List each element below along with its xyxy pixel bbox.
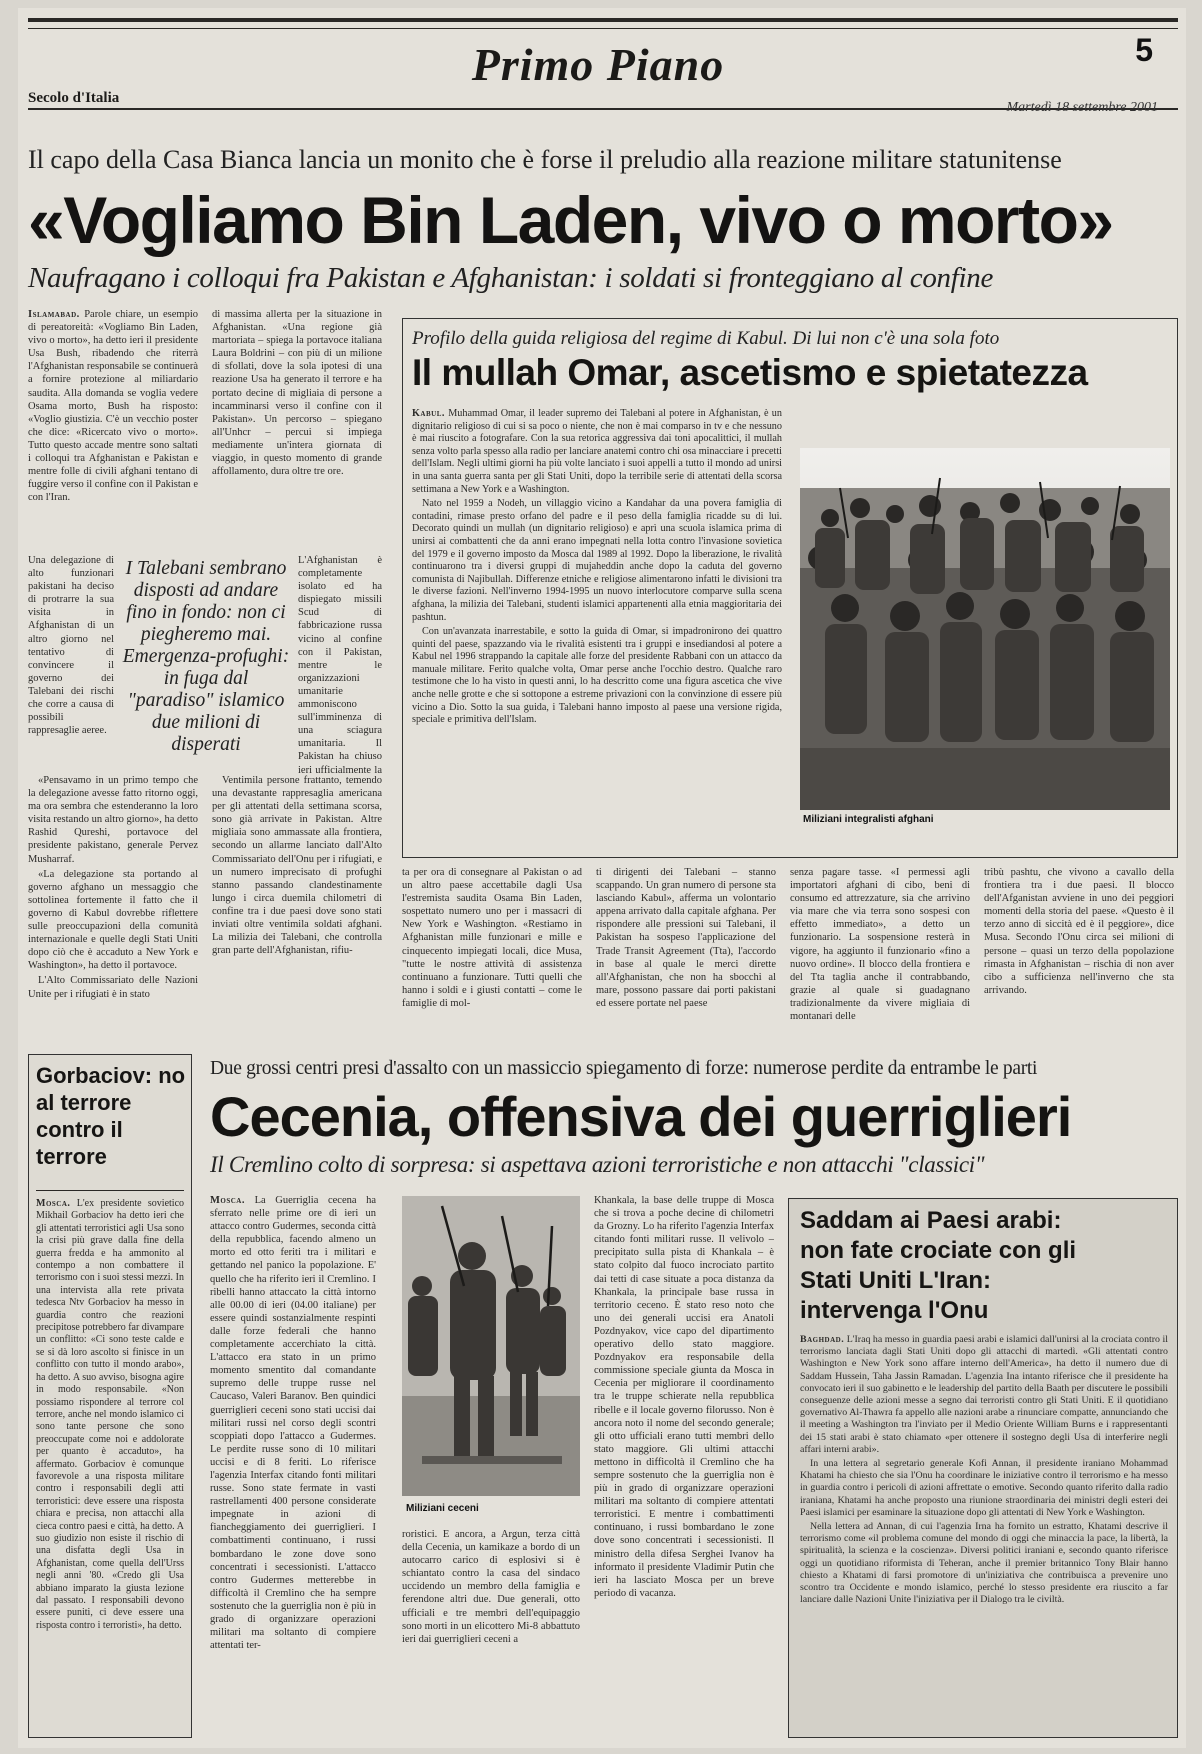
lead-column-1-narrow [28,554,114,774]
lead-headline: «Vogliamo Bin Laden, vivo o morto» [28,183,1113,257]
lead-bottom-col1: ta per ora di consegnare al Pakistan o ad un altro paese accettabile dagli Usa l'estremista saudita Osama Bin Laden, sospettato numero uno per i massacri di New York e Washington. «Restiamo in Afghanistan mille funzionari e mille e cinquecento impiegati locali, dice Musa, "tutte le nostre attività di assistenza continuano a funzionare. Tutti quelli che hanno i soldi e i giusti contatti – come le famiglie di mol- [402,867,582,1009]
chechen-militia-photo [402,1196,580,1496]
section-title: Primo Piano [471,39,725,90]
omar-p2: Nato nel 1959 a Nodeh, un villaggio vicino a Kandahar da una povera famiglia di contadini, rimase presto orfano del padre e il peso della famiglia ricadde su di lui. Decorato quindi un mullah (un dignitario religioso) e aprì una scuola islamica prima di unirsi ai combattenti che da anni erano impegnati nella lotta contro l'invasione sovietica del 1979 e il governo imposto da Mosca dal 1989 al 1992. Dopo la liberazione, le rivalità continuarono tra i diversi gruppi di mujaheddin anche dopo la caduta del governo comunista di Najibullah. Differenze etniche e religiose alimentarono infatti le divisioni tra le diverse fazioni. Nell'inverno 1994-1995 un nuovo interlocutore comparve sulla scena afghana, la milizia dei Talebani, studenti islamici appartenenti alla etnia maggioritaria dei pashtun. [412,498,782,623]
top-rule [28,18,1178,22]
lead-col1-p3: «Pensavamo in un primo tempo che la delegazione avesse fatto ritorno oggi, ma ora sembra che estenderanno la loro visita restando un altro giorno», ha detto Rashid Qureshi, portavoce del presidente pakistano, generale Pervez Musharraf. [28,775,198,865]
saddam-dateline: Baghdad. [800,1334,845,1345]
chechnya-dateline: Mosca. [210,1195,245,1206]
lead-kicker: Il capo della Casa Bianca lancia un monito che è forse il preludio alla reazione militare statunitense [28,145,1062,174]
chechen-militia-image [402,1196,580,1496]
afghan-militia-photo [800,448,1170,810]
top-rule-thin [28,28,1178,29]
chechnya-photo-caption: Miliziani ceceni [406,1503,479,1514]
omar-body [412,408,782,850]
saddam-p2: In una lettera al segretario generale Kofi Annan, il presidente iraniano Mohammad Khatami ha chiesto che sia l'Onu ha coordinare le iniziative contro il terrorismo e ha messo in guardia contro i pericoli di azioni affrettate o emotive. Secondo quanto riferito dalla radio iraniana, Khatami ha anche proposto una riunione straordinaria dei ministri degli esteri dei Paesi islamici per esaminare la situazione dopo gli attentati di New York e Washington. [800,1458,1168,1518]
lead-dateline: Islamabad. [28,309,80,320]
gorbachev-text: L'ex presidente sovietico Mikhail Gorbaciov ha detto ieri che gli attentati terroristici agli Usa sono la crisi più grave dalla fine della guerra fredda e ha ammonito al contempo a non combattere il terrorismo con i suoi stessi mezzi. In una intervista alla rete privata tedesca Ntv Gorbaciov ha messo in guardia contro che reazioni precipitose potrebbero far divampare un conflitto: «Ci sono teste calde e se si dà loro ascolto si finisce in un conflitto con tutto il mondo arabo», ha detto. A suo avviso, bisogna agire in modo responsabile. «Non possiamo rispondere al terrore col terrore, anche nel mondo islamico ci sono tante persone che sono preoccupate come noi e addolorate per quanto è accaduto», ha affermato. Gorbaciov è comunque favorevole a una risposta militare contro i responsabili degli atti terroristici: deve essere una risposta chiara e precisa, non attacchi alla cieca contro paesi e città, ha detto. A suo giudizio non esiste il rischio di una disfatta degli Usa in Afghanistan, come quella dell'Urss negli anni '80. «Credo gli Usa abbiano imparato la giusta lezione dal passato. I responsabili devono essere puniti, ci deve essere una risposta contro i terroristi», ha detto. [36,1198,184,1631]
page-number: 5 [1135,32,1153,68]
lead-subheadline: Naufragano i colloqui fra Pakistan e Afghanistan: i soldati si fronteggiano al confine [28,262,994,294]
lead-bottom-column-2 [596,866,776,1036]
newspaper-name: Secolo d'Italia [28,90,120,106]
lead-column-2-narrow [298,554,382,774]
chechnya-subheadline: Il Cremlino colto di sorpresa: si aspettava azioni terroristiche e non attacchi "classici" [210,1152,985,1177]
omar-dateline: Kabul. [412,408,445,419]
lead-col2-p2: L'Afghanistan è completamente isolato ed ha dispiegato missili Scud di fabbricazione russa vicino al confine con il Pakistan, mentre le organizzazioni umanitarie ammoniscono sull'imminenza di una sciagura umanitaria. Il Pakistan ha chiuso ieri ufficialmente la [298,555,382,774]
omar-p3: Con un'avanzata inarrestabile, e sotto la guida di Omar, si impadronirono dei quattro quinti del paese, spazzando via le rivalità esistenti tra i gruppi e insediandosi al potere a Kabul nel 1996 strappando la capitale alle forze del presidente Rabbani con un attacco da manuale militare. Ferito qualche volta, Omar perse anche l'occhio destro. Qualche raro testimone che lo ha visto in questi anni, lo ha descritto come una figura ascetica che vive anche nelle grotte e che si sottopone a estreme privazioni con la convinzione di essere più vicino a Dio. Sotto la sua guida, i Talebani hanno imposto al paese una versione rigida, speciale e primitiva dell'Islam. [412,626,782,726]
chechnya-col3: Khankala, la base delle truppe di Mosca che si trova a poche decine di chilometri da Grozny. Lo ha riferito l'agenzia Interfax citando fonti militari russe. Il velivolo – precipitato sulla pista di Khankala – è stato colpito dal fuoco incrociato partito dai tetti di case situate a poca distanza da Khankala, la principale base russa in territorio ceceno. È stato reso noto che uno dei generali uccisi era Anatoli Pozdnyakov, vice capo del dipartimento operativo dello stato maggiore. Pozdnyakov era responsabile della commissione speciale giunta da Mosca in Cecenia per migliorare il coordinamento tra le truppe schierate nella repubblica ribelle e il locale governo filorusso. Non è ancora noto il nome del secondo generale; gli otto ufficiali erano tutti membri dello stato maggiore. Gli ultimi attacchi mettono in difficoltà il Cremlino che ha sempre sostenuto che la guerriglia non è più in grado di organizzare operazioni militari ma soltanto di compiere attentati terroristici. E mentre i combattimenti continuano, i russi bombardano le zone dove sono concentrati i secessionisti. Il ministro della difesa Serghei Ivanov ha informato il presidente Vladimir Putin che ieri ha lasciato Mosca per un breve periodo di vacanza. [594,1195,774,1599]
gorbachev-headline: Gorbaciov: no al terrore contro il terrore [36,1063,186,1169]
lead-bottom-col3: senza pagare tasse. «I permessi agli importatori afghani di cibo, beni di consumo ed attrezzature, sia che arrivino via mare che via terra sono sospesi con effetto immediato», a detto un funzionario. La sospensione resterà in vigore, ha aggiunto il funzionario «fino a nuovo ordine». Il blocco della frontiera e del Tta taglia anche il contrabbando, grazie al quale si guadagnano tradizionalmente da vivere migliaia di montanari delle [790,867,970,1023]
lead-col1-p1: Parole chiare, un esempio di pereatoreità: «Vogliamo Bin Laden, vivo o morto», ha detto ieri il presidente Usa Bush, ribadendo che riterrà l'Afghanistan responsabile se continuerà a fornire protezione al miliardario saudita. Alla domanda se voglia vedere Osama morto, Bush ha risposto: «Voglio giustizia. C'è un vecchio poster che dice: «Ricercato vivo o morto». Tutto questo accade mentre sono saltati i colloqui tra Afghanistan e Pakistan e mentre folle di civili afghani tentano di fuggire verso il confine con il Pakistan e con l'Iran. [28,309,198,504]
chechnya-column-3 [594,1194,774,1734]
chechnya-kicker: Due grossi centri presi d'assalto con un massiccio spiegamento di forze: numerose perdite da entrambe le parti [210,1058,1038,1079]
lead-bottom-column-4 [984,866,1174,1036]
chechnya-headline: Cecenia, offensiva dei guerriglieri [210,1085,1072,1148]
lead-column-1-lower [28,774,198,1036]
newspaper-page [18,8,1186,1748]
lead-bottom-column-3 [790,866,970,1036]
chechnya-col1: La Guerriglia cecena ha sferrato nelle prime ore di ieri un attacco contro Gudermes, seconda città della repubblica, facendo almeno un morto ed otto feriti tra i militari e gettando nel panico la popolazione. E' quello che ha riferito ieri il Cremlino. I ribelli hanno attaccato la città intorno alle 00.00 di ieri (04.00 italiane) per essere quindi sostanzialmente respinti dalle forze federali che hanno completamente accerchiato la città. L'attacco era stato in un primo momento smentito dal comandante supremo delle truppe russe nel Caucaso, Valeri Baranov. Ben quindici guerriglieri ceceni sono stati uccisi dai militari russi nel corso degli scontri scoppiati dopo l'attacco a Gudermes. Le perdite russe sono di 10 militari uccisi e di 8 feriti. Lo riferisce l'agenzia Interfax citando fonti militari russe. Sono state fermate in vasti rastrellamenti 400 persone considerate impegnate in azioni di fiancheggiamento dei guerriglieri. I combattimenti continuano, i russi bombardano le zone dove sono concentrati i secessionisti. L'attacco contro Gudermes metterebbe in difficoltà il Cremlino che ha sempre sostenuto che la guerriglia non è più in grado di organizzare operazioni militari ma soltanto di compiere attentati ter- [210,1195,376,1652]
saddam-body [800,1334,1168,1732]
omar-p1: Muhammad Omar, il leader supremo dei Talebani al potere in Afghanistan, è un dignitario religioso di cui si sa poco o niente, che non è mai comparso in tv e che nessuno è mai riuscito a fotografare. Con la sua retorica aggressiva dai toni apocalittici, il mullah senza volto parla spesso alla radio per lanciare anatemi contro chi osa minacciare i precetti dell'Islam. Negli ultimi giorni ha più volte lanciato i suoi appelli a tutto il mondo ad unirsi in una santa guerra santa per gli Stati Uniti, dopo la terribile serie di attentati della scorsa settimana a New York e a Washington. [412,408,782,495]
lead-col1-p4: «La delegazione sta portando al governo afghano un messaggio che sottolinea fortemente il fatto che il governo di Kabul dovrebbe riflettere sulle preoccupazioni della comunità internazionale e quelle degli Stati Uniti dopo ciò che è accaduto a New York e Washington», ha detto il portavoce. [28,868,198,972]
gorbachev-body [36,1198,184,1732]
chechnya-col2: roristici. E ancora, a Argun, terza città della Cecenia, un kamikaze a bordo di un autocarro carico di esplosivi si è schiantato contro la casa del sindaco uccidendo un membro della famiglia e ferendone altri due. Due generali, otto ufficiali e tre membri dell'equipaggio sono morti in un elicottero Mi-8 abbattuto ieri dai guerriglieri ceceni a [402,1529,580,1645]
lead-column-2-lower [212,774,382,1036]
omar-kicker: Profilo della guida religiosa del regime di Kabul. Di lui non c'è una sola foto [412,328,1000,349]
lead-col1-p5: L'Alto Commissariato delle Nazioni Unite per i rifugiati è in stato [28,975,198,1000]
lead-bottom-col2: ti dirigenti dei Talebani – stanno scappando. Un gran numero di persone sta lasciando Kabul», afferma un volontario appena arrivato dalla capitale afghana. Per rispondere alle pressioni sui Talebani, il Pakistan ha sospeso l'applicazione del Trade Transit Agreement (Tta), l'accordo in base al quale le merci dirette all'Afghanistan, che non ha sbocchi al mare, possono passare dai porti pakistani ed essere portate nel paese [596,867,776,1009]
pull-quote: I Talebani sembrano disposti ad andare fino in fondo: non ci piegheremo mai. Emergenza-profughi: in fuga dal "paradiso" islamico due milioni di disperati [120,558,292,768]
saddam-p3: Nella lettera ad Annan, di cui l'agenzia Irna ha fornito un estratto, Khatami descrive il terrorismo come «il problema comune del mondo di oggi che minaccia la pace, la libertà, la spiritualità, la scienza e la coscienza». Diversi politici iraniani e, secondo quanto riferisce oggi un quotidiano riformista di Teheran, anche il premier britannico Tony Blair hanno chiesto a Khatami di farsi promotore di un'iniziativa che contribuisca a prevenire uno scontro tra Occidente e mondo islamico, perché lo stesso presidente era riuscito a far lanciare dalle Nazioni Unite l'iniziativa per il Dialogo tra le civiltà. [800,1521,1168,1606]
chechnya-column-2 [402,1528,580,1734]
lead-col2-p1: di massima allerta per la situazione in Afghanistan. «Una regione già martoriata – spiega la portavoce italiana Laura Boldrini – con più di un milione di sfollati, dove la sola ipotesi di una reazione Usa ha generato il terrore e ha portato decine di migliaia di persone a incamminarsi verso il confine con il Pakistan». Un percorso – spiegano all'Unhcr – percui si impiega mediamente un'intera giornata di viaggio, in questo momento di grande affollamento, dura oltre tre ore. [212,309,382,478]
omar-photo-caption: Miliziani integralisti afghani [803,814,934,825]
lead-bottom-col4: tribù pashtu, che vivono a cavallo della frontiera tra i due paesi. Il blocco dell'Afganistan avviene in uno dei peggiori momenti della storia del paese. «Questo è il terzo anno di siccità ed è il peggiore», dice Musa. Secondo l'Onu circa sei milioni di persone – quasi un terzo della popolazione rimasta in Afghanistan – rischia di non aver cibo a sufficienza nell'inverno che sta arrivando. [984,867,1174,996]
lead-col2-p3: Ventimila persone frattanto, temendo una devastante rappresaglia americana per gli attentati della settimana scorsa, sono già arrivate in Pakistan. Altre migliaia sono ammassate alla frontiera, secondo un allarme lanciato dall'Alto Commissariato dell'Onu per i rifugiati, e un numero imprecisato di profughi stanno passando clandestinamente lungo i circa duemila chilometri di confine tra i due paesi dove sono stati inviati oltre ventimila soldati afghani. La milizia dei Talebani, che controlla gran parte dell'Afghanistan, rifiu- [212,775,382,957]
afghan-militia-image [800,448,1170,810]
omar-headline: Il mullah Omar, ascetismo e spietatezza [412,352,1088,393]
saddam-p1: L'Iraq ha messo in guardia paesi arabi e islamici dall'unirsi al la crociata contro il terrorismo lanciata dagli Stati Uniti dopo gli attacchi di martedì. «Gli attentati contro Washington e New York sono affare interno dell'America», ha detto il numero due di Saddam Hussein, Taha Jassin Ramadan. L'agenzia Ina intanto riferisce che il presidente ha convocato ieri il suo gabinetto e le leadership del partito della Baath per discutere le possibili conseguenze delle azioni messe a segno dai terroristi contro gli Stati Uniti. E il quotidiano governativo Al-Thawra fa appello alle nazioni arabe a rinunciare compatte, annunciando che il meeting a Washington tra l'inviato per il Medio Oriente William Burns e i rappresentanti dei 15 stati arabi è stato chiamato «per ottenere il sostegno degli Usa di interferire negli affari interni arabi». [800,1334,1168,1455]
lead-bottom-column-1 [402,866,582,1036]
gorbachev-dateline: Mosca. [36,1198,71,1209]
lead-col1-p2: Una delegazione di alto funzionari pakistani ha deciso di protrarre la sua visita in Afghanistan di un altro giorno nel tentativo di convincere il governo dei Talebani dei rischi che corre a causa di possibili rappresaglie aeree. [28,555,114,737]
lead-column-2 [212,308,382,554]
issue-date: Martedì 18 settembre 2001 [1006,100,1158,115]
gorbachev-rule [36,1190,184,1191]
saddam-headline: Saddam ai Paesi arabi: non fate crociate con gli Stati Uniti L'Iran: intervenga l'Onu [800,1207,1077,1324]
chechnya-column-1 [210,1194,376,1734]
